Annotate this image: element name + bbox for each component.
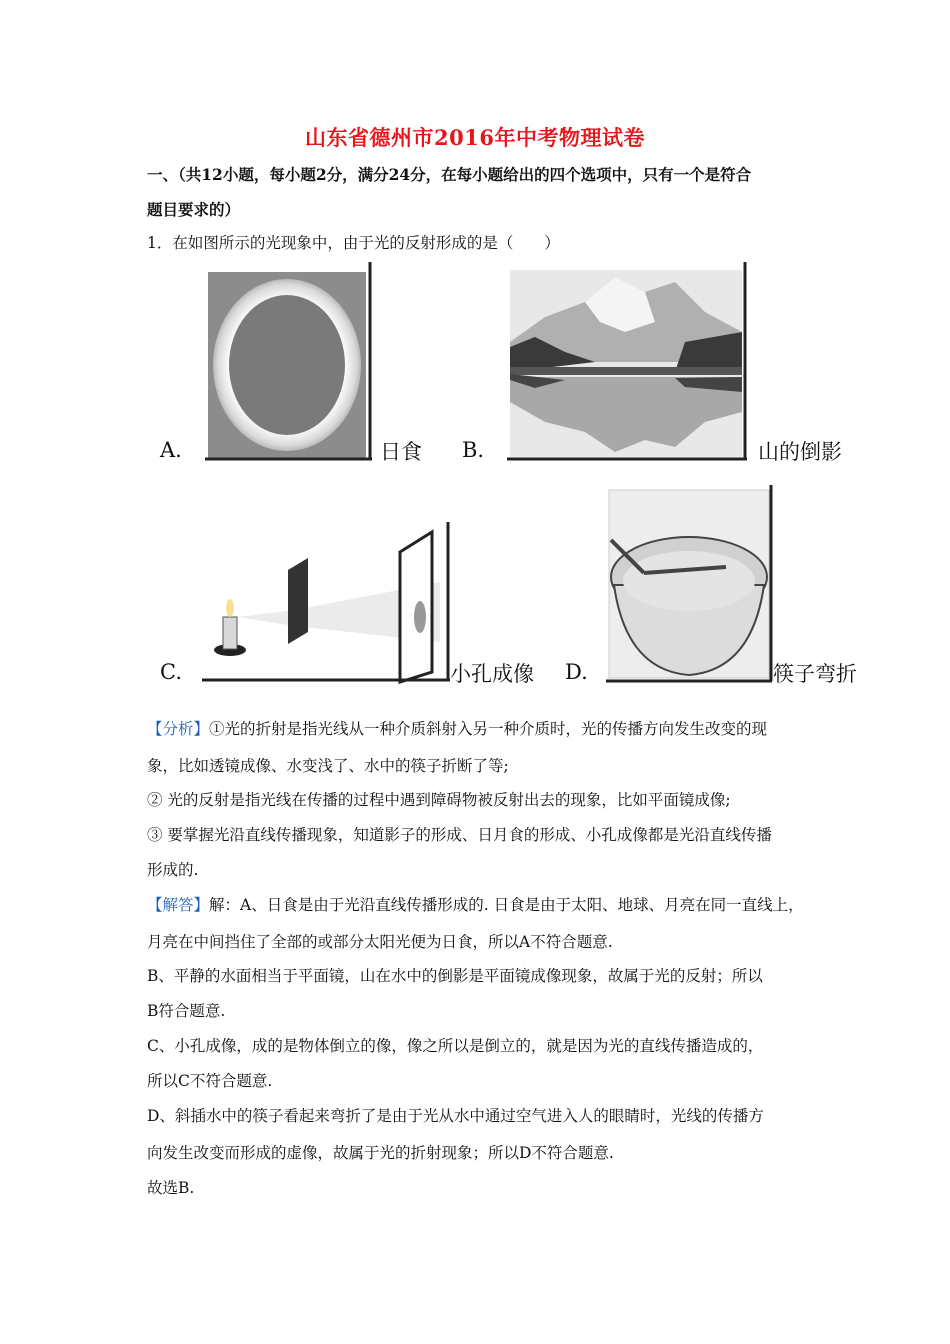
analysis-line-1: 【分析】①光的折射是指光线从一种介质斜射入另一种介质时，光的传播方向发生改变的现 xyxy=(147,720,768,738)
answer-line-9: 故选B. xyxy=(147,1179,195,1197)
option-b-caption: 山的倒影 xyxy=(758,440,842,464)
option-a-letter: A. xyxy=(160,438,182,462)
question-text: 1．在如图所示的光现象中，由于光的反射形成的是（ ） xyxy=(147,234,560,252)
answer-line-4: B符合题意. xyxy=(147,1002,226,1020)
analysis-line-2: 象，比如透镜成像、水变浅了、水中的筷子折断了等; xyxy=(147,757,509,775)
analysis-tag: 【分析】 xyxy=(147,720,210,738)
option-d-caption: 筷子弯折 xyxy=(773,662,857,686)
mountain-reflection-image xyxy=(505,262,750,462)
analysis-line-5: 形成的. xyxy=(147,861,199,879)
option-b-letter: B. xyxy=(462,438,485,462)
page-title: 山东省德州市2016年中考物理试卷 xyxy=(305,125,645,150)
answer-line-2: 月亮在中间挡住了全部的或部分太阳光便为日食，所以A不符合题意. xyxy=(147,933,613,951)
option-c-letter: C. xyxy=(160,660,182,684)
answer-line-5: C、小孔成像，成的是物体倒立的像，像之所以是倒立的，就是因为光的直线传播造成的， xyxy=(147,1037,764,1055)
answer-tag: 【解答】 xyxy=(147,896,210,914)
answer-line-8: 向发生改变而形成的虚像，故属于光的折射现象；所以D不符合题意. xyxy=(147,1144,614,1162)
chopsticks-in-water-image xyxy=(606,485,776,685)
answer-line-6: 所以C不符合题意. xyxy=(147,1072,273,1090)
section-heading-line2: 题目要求的） xyxy=(147,200,241,219)
analysis-line-4: ③ 要掌握光沿直线传播现象，知道影子的形成、日月食的形成、小孔成像都是光沿直线传播 xyxy=(147,826,772,844)
eclipse-image xyxy=(200,262,380,462)
pinhole-camera-image xyxy=(200,522,450,684)
answer-line-7: D、斜插水中的筷子看起来弯折了是由于光从水中通过空气进入人的眼睛时，光线的传播方 xyxy=(147,1107,764,1125)
answer-line-3: B、平静的水面相当于平面镜，山在水中的倒影是平面镜成像现象，故属于光的反射；所以 xyxy=(147,967,763,985)
option-a-caption: 日食 xyxy=(380,440,422,464)
analysis-line-3: ② 光的反射是指光线在传播的过程中遇到障碍物被反射出去的现象，比如平面镜成像; xyxy=(147,791,731,809)
section-heading-line1: 一、（共12小题，每小题2分，满分24分，在每小题给出的四个选项中，只有一个是符合 xyxy=(147,165,752,184)
option-d-letter: D. xyxy=(565,660,588,684)
answer-line-1: 【解答】解：A、日食是由于光沿直线传播形成的. 日食是由于太阳、地球、月亮在同一直线上， xyxy=(147,896,804,914)
option-c-caption: 小孔成像 xyxy=(450,662,534,686)
